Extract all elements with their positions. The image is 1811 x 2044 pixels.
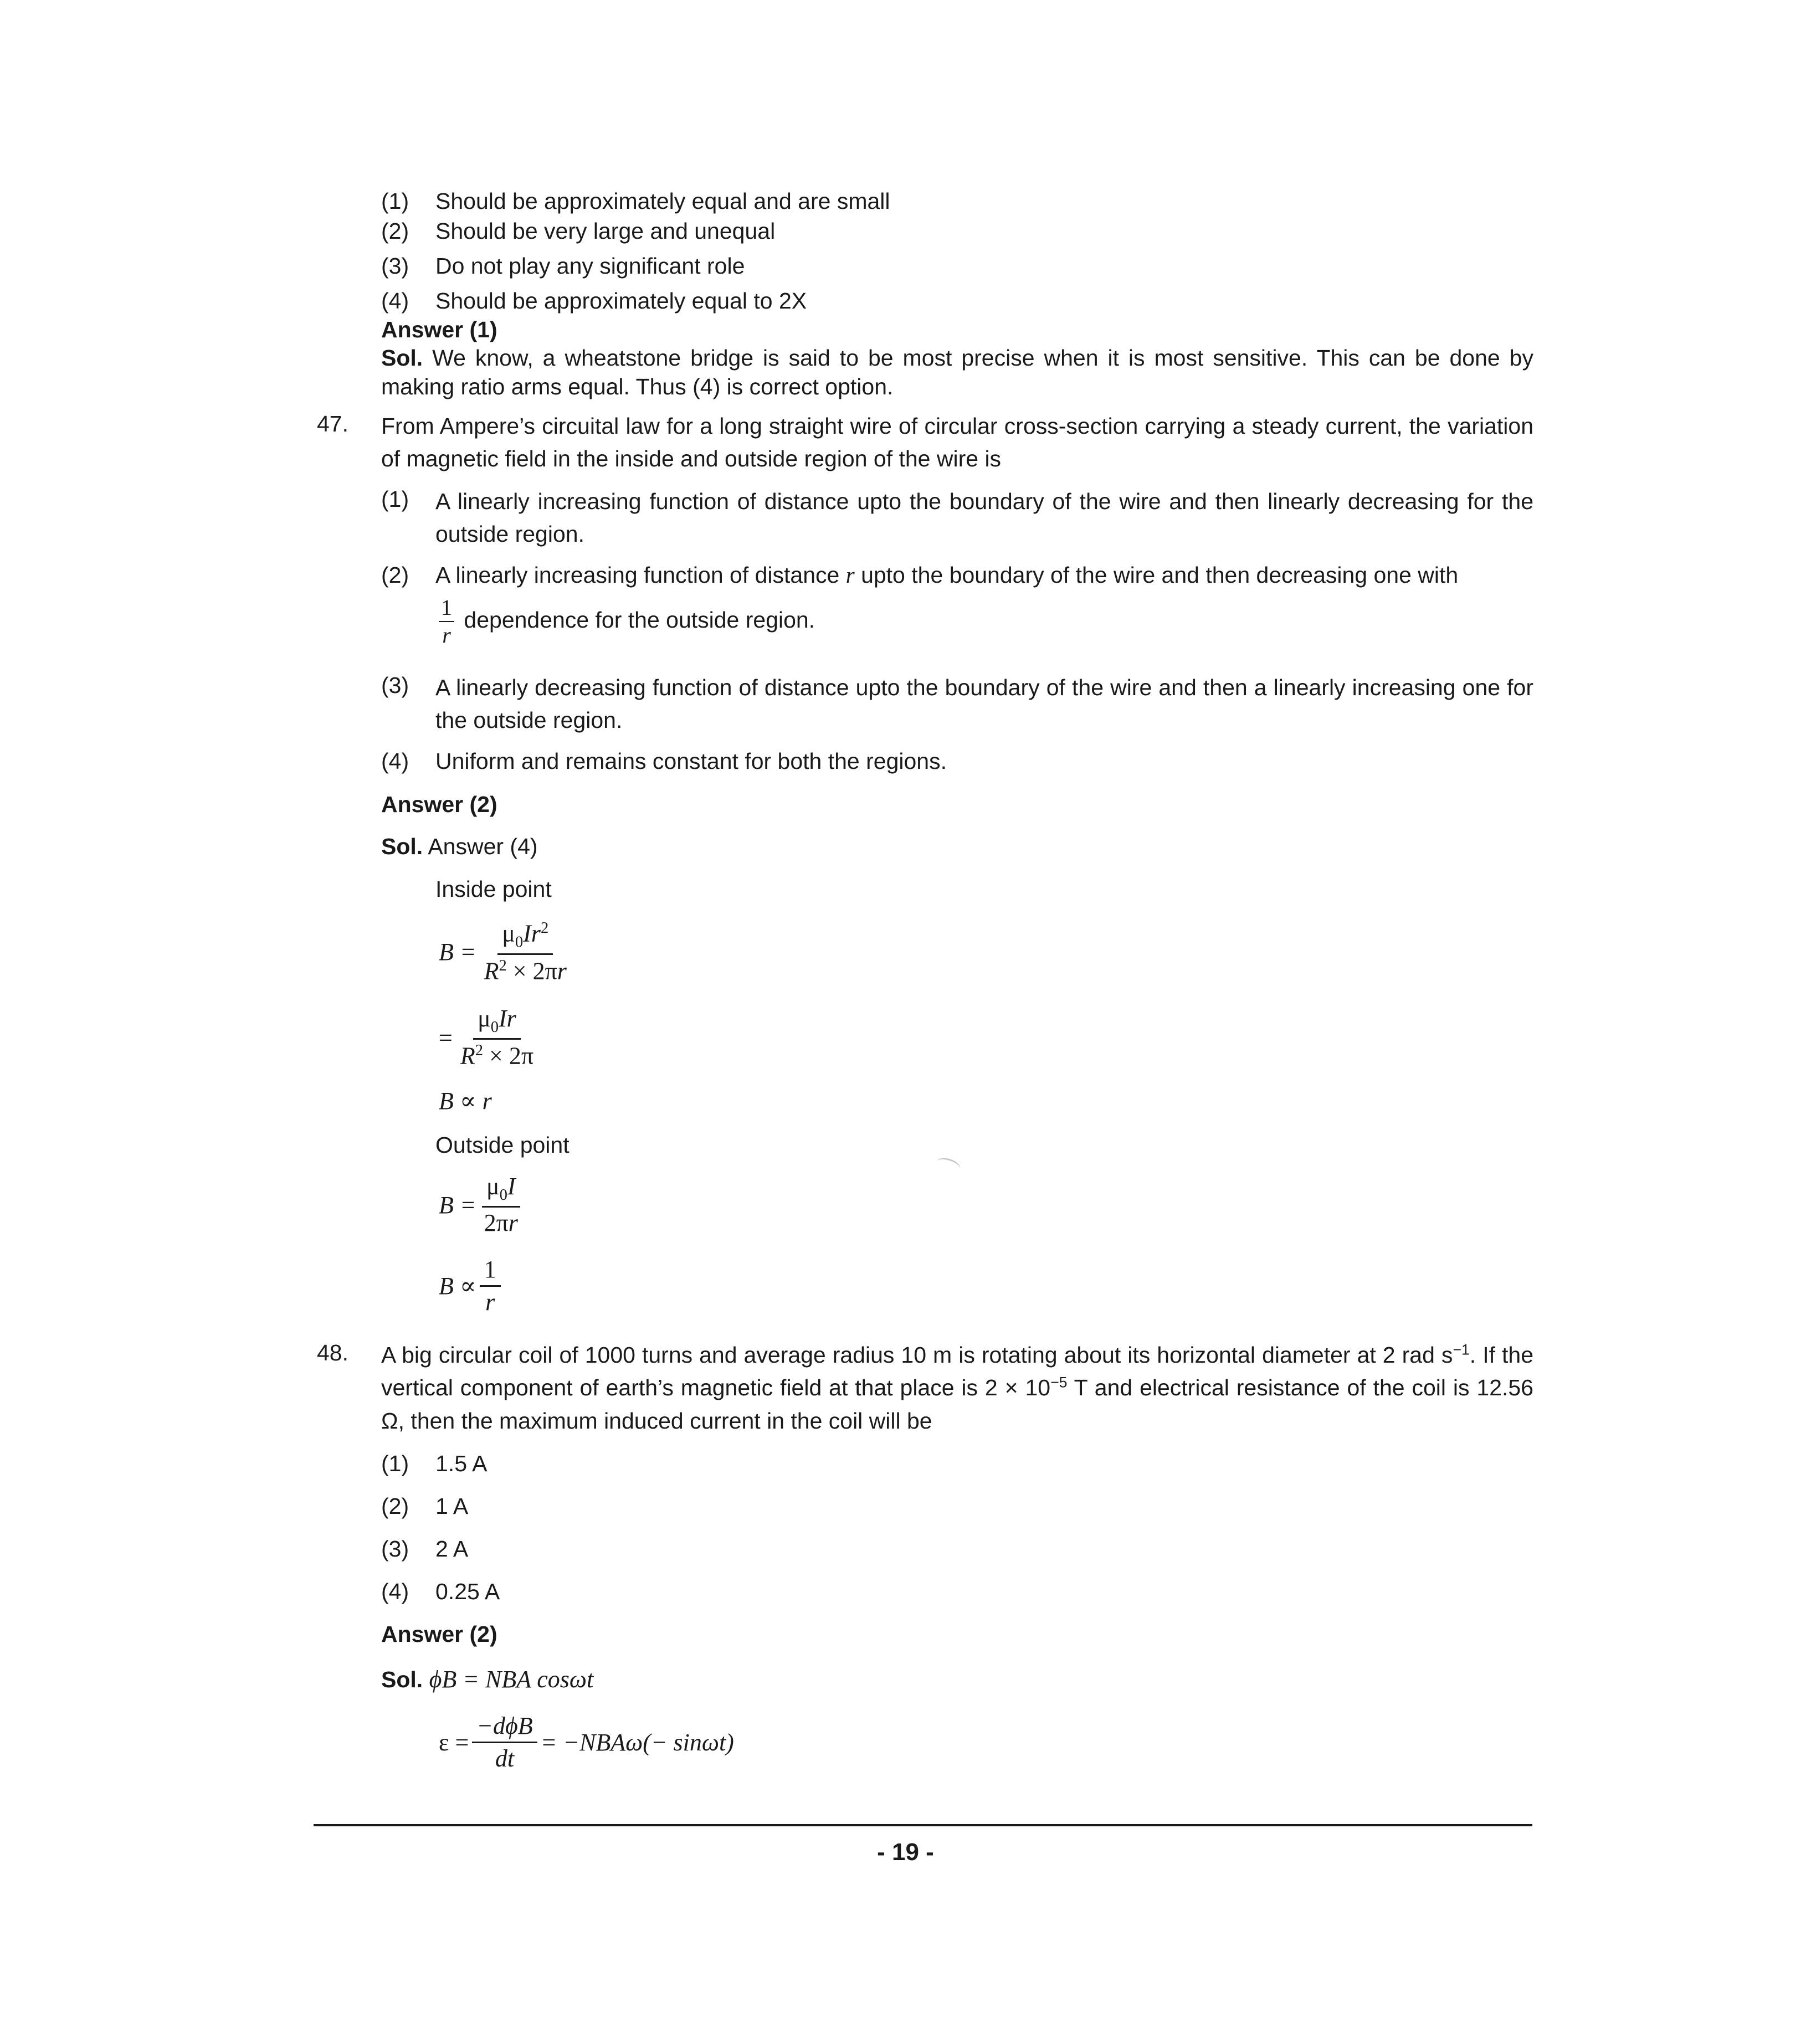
inside-point-label: Inside point <box>435 876 552 902</box>
question-number-47: 47. <box>317 411 348 436</box>
question-47-text: From Ampere’s circuital law for a long straight wire of circular cross-section carrying a steady current, the variation of magnetic field in the inside and outside region of the wire is <box>381 413 1533 472</box>
proportionality-inside: B ∝ r <box>439 1087 492 1115</box>
eq-denominator: r <box>485 1288 495 1316</box>
equation-inside-2 <box>439 1005 541 1070</box>
eq-lhs: B = <box>439 1191 476 1219</box>
sol-label: Sol. <box>381 834 423 859</box>
option-text: Should be approximately equal and are small <box>435 188 890 214</box>
option-text <box>435 561 1533 589</box>
q48-superscript: −5 <box>1050 1374 1068 1391</box>
option-number: (3) <box>381 253 409 279</box>
question-number-48: 48. <box>317 1340 348 1365</box>
eq-fraction <box>456 1005 538 1070</box>
q47-answer: Answer (2) <box>381 792 497 817</box>
option-number: (1) <box>381 188 409 214</box>
option-text: 1.5 A <box>435 1451 488 1476</box>
proportionality-outside <box>439 1256 504 1316</box>
eq-fraction <box>480 1256 501 1316</box>
eq-numerator: 1 <box>480 1256 501 1287</box>
q48-text-part: . If the vertical component of earth’s magnetic field at that place is 2 × 10 <box>381 1342 1534 1401</box>
option-number: (2) <box>381 218 409 244</box>
option-number: (4) <box>381 1579 409 1604</box>
q47-option-2-dependence <box>435 595 815 648</box>
equation-outside <box>439 1173 526 1237</box>
option-text: A linearly decreasing function of distance upto the boundary of the wire and then a linearly increasing one for the outside region. <box>435 675 1533 733</box>
eq-lhs: ε = <box>439 1729 469 1757</box>
eq-lhs: = <box>439 1024 453 1051</box>
option-text: Should be very large and unequal <box>435 218 776 244</box>
fraction-numerator: 1 <box>439 595 454 622</box>
sol-text: Answer (4) <box>428 834 538 859</box>
emf-equation <box>439 1713 734 1773</box>
eq-rhs: = −NBAω(− sinωt) <box>540 1729 734 1757</box>
q48-text-part: A big circular coil of 1000 turns and average radius 10 m is rotating about its horizontal diameter at 2 rad s <box>381 1342 1453 1368</box>
q47-solution <box>381 833 538 861</box>
option-number: (3) <box>381 672 409 698</box>
option-text: Do not play any significant role <box>435 253 745 279</box>
option-text-part: dependence for the outside region. <box>464 607 815 633</box>
option-text: 1 A <box>435 1493 469 1519</box>
question-48-text <box>381 1339 1533 1437</box>
eq-denominator: dt <box>495 1745 515 1773</box>
scan-smudge <box>935 1155 962 1175</box>
prev-solution <box>381 343 1533 401</box>
eq-fraction <box>472 1713 537 1773</box>
option-number: (4) <box>381 288 409 314</box>
option-number: (1) <box>381 486 409 512</box>
eq-denominator: $R^2 \times 2\pi r$ <box>484 957 567 985</box>
option-number: (4) <box>381 748 409 774</box>
eq-numerator: −dϕB <box>472 1713 537 1743</box>
eq-numerator: $\mu_0Ir$ <box>473 1005 521 1040</box>
eq-numerator: $\mu_0I$ <box>482 1173 520 1208</box>
variable-r: r <box>845 562 855 588</box>
sol-label: Sol. <box>381 1667 423 1692</box>
option-number: (3) <box>381 1536 409 1562</box>
option-text-part: A linearly increasing function of distance <box>435 562 846 588</box>
eq-denominator: 2πr <box>484 1209 518 1237</box>
option-number: (2) <box>381 1493 409 1519</box>
outside-point-label: Outside point <box>435 1132 570 1158</box>
fraction-denominator: r <box>442 623 451 648</box>
eq-lhs: B ∝ <box>439 1272 476 1300</box>
option-number: (1) <box>381 1451 409 1476</box>
option-text: 2 A <box>435 1536 469 1562</box>
eq-fraction <box>480 1173 522 1237</box>
sol-text: We know, a wheatstone bridge is said to be most precise when it is most sensitive. This can be done by making ratio arms equal. Thus (4) is correct option. <box>381 345 1533 400</box>
page-number: - 19 - <box>877 1838 934 1866</box>
q48-superscript: −1 <box>1453 1341 1470 1358</box>
option-text: A linearly increasing function of distance upto the boundary of the wire and then linearly decreasing for the outside region. <box>435 489 1533 547</box>
eq-numerator: $\mu_0Ir^2$ <box>497 920 553 955</box>
prev-answer: Answer (1) <box>381 317 497 342</box>
eq-fraction <box>480 920 571 985</box>
sol-label: Sol. <box>381 345 423 371</box>
fraction-1-over-r <box>439 595 454 648</box>
eq-denominator: $R^2 \times 2\pi$ <box>460 1042 534 1070</box>
q48-solution <box>381 1664 593 1694</box>
option-text: 0.25 A <box>435 1579 500 1604</box>
sol-equation: ϕB = NBA cosωt <box>429 1666 594 1693</box>
q48-text-part: T and electrical resistance of the coil is 12.56 Ω, then the maximum induced current in the coil will be <box>381 1375 1533 1434</box>
option-text: Should be approximately equal to 2X <box>435 288 807 314</box>
equation-inside-1 <box>439 920 574 985</box>
option-text-part: upto the boundary of the wire and then decreasing one with <box>854 562 1459 588</box>
eq-lhs: B = <box>439 938 476 966</box>
option-text: Uniform and remains constant for both the regions. <box>435 748 947 774</box>
footer-rule <box>314 1824 1532 1826</box>
q48-answer: Answer (2) <box>381 1621 497 1647</box>
option-number: (2) <box>381 562 409 588</box>
